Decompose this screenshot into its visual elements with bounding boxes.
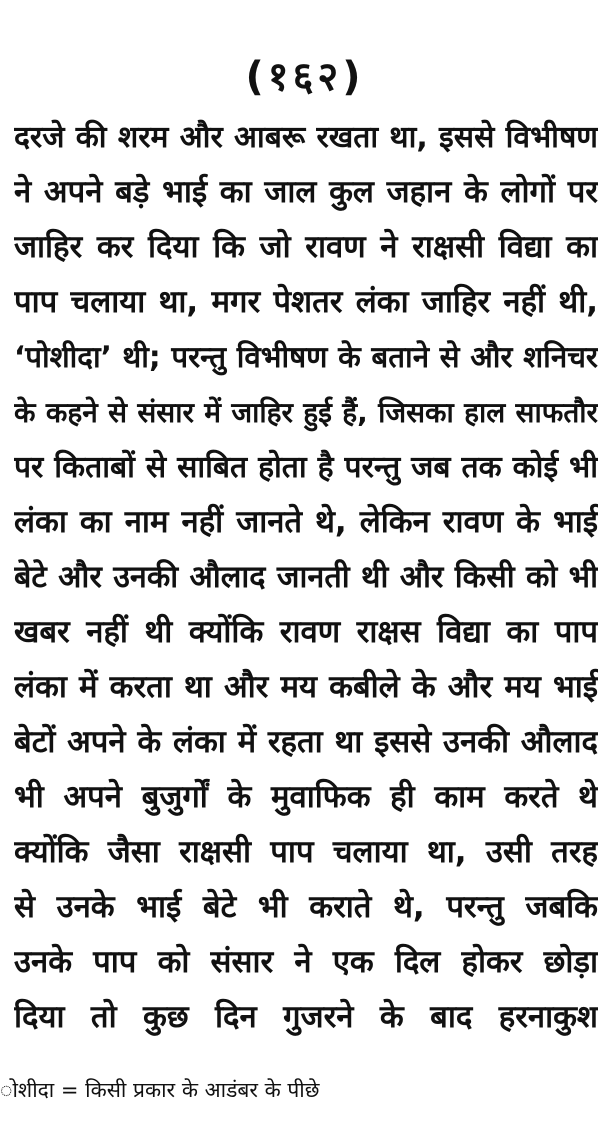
- text-line: दिया तो कुछ दिन गुजरने के बाद हरनाकुश: [14, 999, 598, 1035]
- text-line: ने अपने बड़े भाई का जाल कुल जहान के लोगों पर: [14, 174, 598, 210]
- page-number: (१६२): [245, 54, 365, 100]
- text-line: से उनके भाई बेटे भी कराते थे, परन्तु जबकि: [14, 889, 598, 925]
- text-line: बेटे और उनकी औलाद जानती थी और किसी को भी: [14, 560, 598, 595]
- text-line: लंका का नाम नहीं जानते थे, लेकिन रावण के भाई: [14, 504, 598, 540]
- text-line: ‘पोशीदा’ थी; परन्तु विभीषण के बताने से और शनिचर: [14, 340, 598, 374]
- footnote: ोशीदा = किसी प्रकार के आडंबर के पीछे: [0, 1078, 320, 1102]
- text-line: खबर नहीं थी क्योंकि रावण राक्षस विद्या का पाप: [14, 614, 598, 650]
- text-line: क्योंकि जैसा राक्षसी पाप चलाया था, उसी तरह: [14, 834, 598, 870]
- text-line: लंका में करता था और मय कबीले के और मय भाई: [14, 669, 598, 705]
- text-line: उनके पाप को संसार ने एक दिल होकर छोड़ा: [14, 944, 598, 980]
- text-line: के कहने से संसार में जाहिर हुई हैं, जिसका हाल साफतौर: [14, 396, 598, 429]
- text-line: दरजे की शरम और आबरू रखता था, इससे विभीषण: [14, 120, 598, 155]
- text-line: पर किताबों से साबित होता है परन्तु जब तक कोई भी: [14, 450, 598, 485]
- text-line: भी अपने बुजुर्गों के मुवाफिक ही काम करते थे: [14, 779, 598, 815]
- body-text: [14, 110, 598, 1045]
- text-line: जाहिर कर दिया कि जो रावण ने राक्षसी विद्या का: [14, 229, 598, 265]
- text-line: पाप चलाया था, मगर पेशतर लंका जाहिर नहीं थी,: [14, 284, 598, 320]
- text-line: बेटों अपने के लंका में रहता था इससे उनकी औलाद: [14, 724, 598, 760]
